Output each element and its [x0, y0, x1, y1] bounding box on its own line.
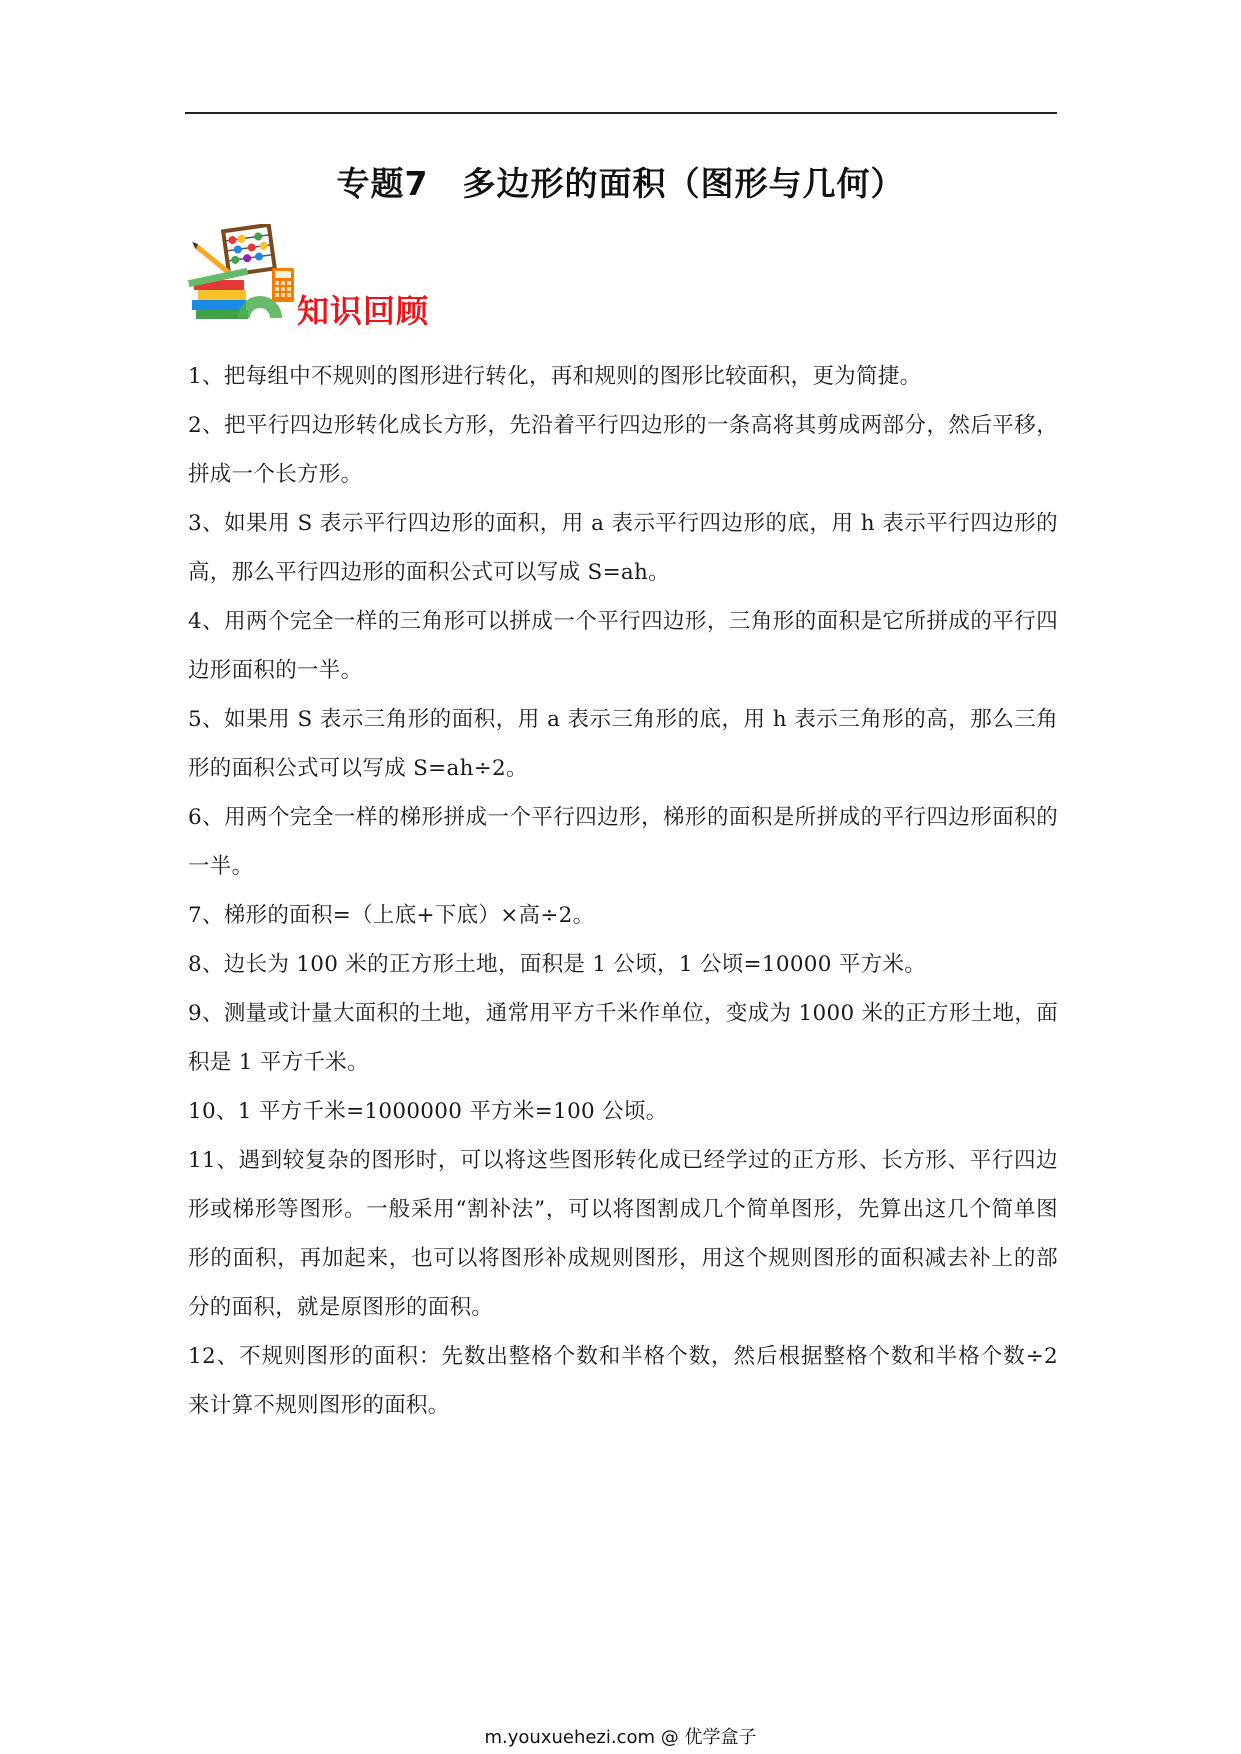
list-item: 5、如果用 S 表示三角形的面积，用 a 表示三角形的底，用 h 表示三角形的高，那么三角形的面积公式可以写成 S=ah÷2。: [188, 707, 1058, 781]
knowledge-list: [188, 352, 1058, 1430]
list-item: 3、如果用 S 表示平行四边形的面积，用 a 表示平行四边形的底，用 h 表示平行四边形的高，那么平行四边形的面积公式可以写成 S=ah。: [188, 511, 1058, 585]
list-item: 2、把平行四边形转化成长方形，先沿着平行四边形的一条高将其剪成两部分，然后平移，拼成一个长方形。: [188, 413, 1058, 487]
list-item: 10、1 平方千米=1000000 平方米=100 公顷。: [188, 1099, 668, 1124]
list-item: 12、不规则图形的面积：先数出整格个数和半格个数，然后根据整格个数和半格个数÷2 来计算不规则图形的面积。: [188, 1344, 1058, 1418]
list-item: 8、边长为 100 米的正方形土地，面积是 1 公顷，1 公顷=10000 平方米。: [188, 952, 927, 977]
list-item: 9、测量或计量大面积的土地，通常用平方千米作单位，变成为 1000 米的正方形土地，面积是 1 平方千米。: [188, 1001, 1058, 1075]
list-item: 7、梯形的面积=（上底+下底）×高÷2。: [188, 903, 595, 928]
header-rule: [185, 112, 1057, 114]
page-title: 专题7 多边形的面积（图形与几何）: [336, 164, 905, 203]
section-header: [188, 224, 488, 330]
footer-link[interactable]: m.youxuehezi.com @ 优学盒子: [484, 1727, 757, 1748]
math-tools-icon: [188, 224, 298, 324]
list-item: 11、遇到较复杂的图形时，可以将这些图形转化成已经学过的正方形、长方形、平行四边形或梯形等图形。一般采用“割补法”，可以将图割成几个简单图形，先算出这几个简单图形的面积，再加起来，也可以将图形补成规则图形，用这个规则图形的面积减去补上的部分的面积，就是原图形的面积。: [188, 1148, 1058, 1320]
list-item: 1、把每组中不规则的图形进行转化，再和规则的图形比较面积，更为简捷。: [188, 364, 922, 389]
list-item: 6、用两个完全一样的梯形拼成一个平行四边形，梯形的面积是所拼成的平行四边形面积的一半。: [188, 805, 1058, 879]
list-item: 4、用两个完全一样的三角形可以拼成一个平行四边形，三角形的面积是它所拼成的平行四边形面积的一半。: [188, 609, 1058, 683]
section-title: 知识回顾: [297, 292, 430, 330]
